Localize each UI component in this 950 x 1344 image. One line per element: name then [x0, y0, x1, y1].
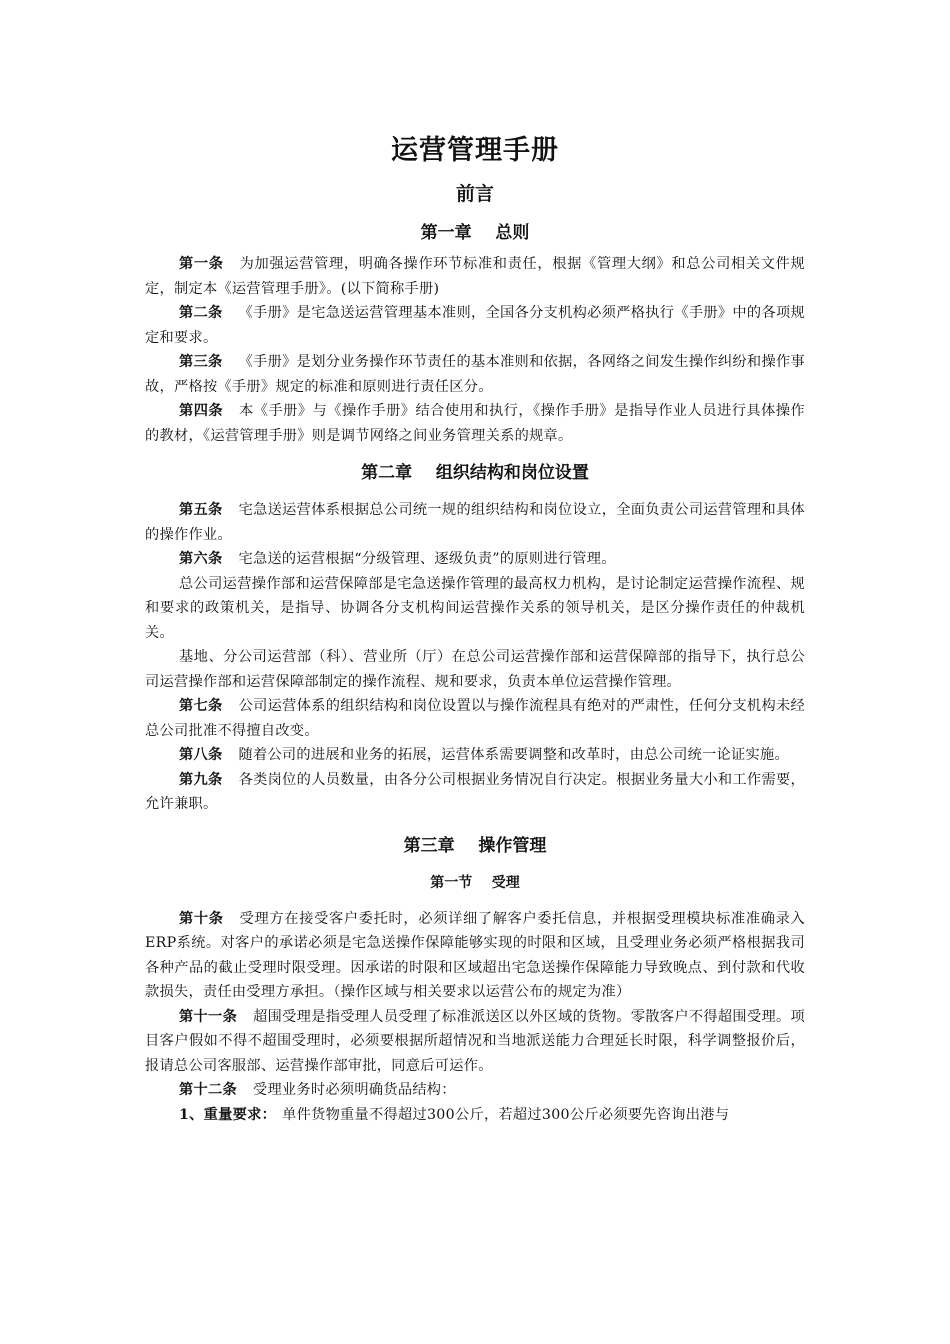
article-paragraph — [145, 694, 805, 743]
article-label: 第六条 — [179, 551, 223, 567]
article-text: 为加强运营管理，明确各操作环节标准和责任，根据《管理大纲》和总公司相关文件规定，制定本《运营管理手册》。(以下简称手册) — [145, 256, 805, 297]
article-label: 第三条 — [179, 354, 223, 370]
article-text: 本《手册》与《操作手册》结合使用和执行，《操作手册》是指导作业人员进行具体操作的教材，《运营管理手册》则是调节网络之间业务管理关系的规章。 — [145, 403, 805, 444]
article-text: 超围受理是指受理人员受理了标准派送区以外区域的货物。零散客户不得超围受理。项目客户假如不得不超围受理时，必须要根据所超情况和当地派送能力合理延长时限，科学调整报价后，报请总公司客服部、运营操作部审批，同意后可运作。 — [145, 1008, 806, 1074]
article-text: 单件货物重量不得超过300公斤，若超过300公斤必须要先咨询出港与 — [282, 1106, 730, 1123]
article-paragraph — [145, 498, 805, 547]
article-label: 第二条 — [179, 305, 223, 321]
article-text: 《手册》是划分业务操作环节责任的基本准则和依据，各网络之间发生操作纠纷和操作事故，严格按《手册》规定的标准和原则进行责任区分。 — [145, 354, 805, 395]
body-paragraph: 总公司运营操作部和运营保障部是宅急送操作管理的最高权力机构，是讨论制定运营操作流程、规和要求的政策机关，是指导、协调各分支机构间运营操作关系的领导机关，是区分操作责任的仲裁机关。 — [145, 575, 805, 641]
chapter-heading: 第一章 总则 — [420, 223, 530, 243]
article-label: 第十一条 — [179, 1008, 238, 1025]
article-paragraph — [145, 1005, 805, 1079]
article-text: 各类岗位的人员数量，由各分公司根据业务情况自行决定。根据业务量大小和工作需要，允许兼职。 — [145, 771, 805, 812]
section-heading: 第一节 受理 — [430, 874, 520, 891]
article-label: 1、重量要求： — [179, 1106, 277, 1123]
article-label: 第九条 — [179, 771, 223, 788]
body-paragraph: 基地、分公司运营部（科）、营业所（厅）在总公司运营操作部和运营保障部的指导下，执行总公司运营操作部和运营保障部制定的操作流程、规和要求，负责本单位运营操作管理。 — [145, 649, 805, 690]
article-label: 第十条 — [179, 910, 224, 927]
article-text: 受理业务时必须明确货品结构： — [252, 1082, 456, 1098]
article-text: 宅急送的运营根据“分级管理、逐级负责”的原则进行管理。 — [238, 551, 616, 567]
article-paragraph — [145, 252, 805, 301]
article-paragraph — [145, 743, 805, 768]
article-label: 第七条 — [179, 698, 223, 714]
article-text: 随着公司的进展和业务的拓展，运营体系需要调整和改革时，由总公司统一论证实施。 — [238, 747, 789, 763]
article-paragraph — [145, 547, 805, 572]
chapter-heading: 第三章 操作管理 — [403, 835, 547, 856]
article-label: 第一条 — [179, 256, 224, 272]
document-title: 运营管理手册 — [391, 135, 559, 166]
article-label: 第八条 — [179, 747, 223, 763]
article-paragraph — [145, 399, 805, 448]
article-text: 《手册》是宅急送运营管理基本准则，全国各分支机构必须严格执行《手册》中的各项规定和要求。 — [145, 305, 805, 346]
article-paragraph — [145, 768, 805, 817]
article-text: 宅急送运营体系根据总公司统一规的组织结构和岗位设立，全面负责公司运营管理和具体的操作作业。 — [145, 502, 805, 543]
article-text: 公司运营体系的组织结构和岗位设置以与操作流程具有绝对的严肃性，任何分支机构未经总公司批准不得擅自改变。 — [145, 698, 805, 739]
article-paragraph — [145, 301, 805, 350]
article-paragraph — [145, 350, 805, 399]
preface-heading: 前言 — [455, 183, 494, 205]
article-paragraph — [145, 907, 805, 1005]
article-paragraph — [145, 1103, 805, 1128]
article-paragraph — [145, 1078, 805, 1103]
chapter-heading: 第二章 组织结构和岗位设置 — [361, 463, 589, 483]
article-label: 第十二条 — [179, 1082, 237, 1098]
article-label: 第五条 — [179, 502, 223, 518]
article-text: 受理方在接受客户委托时，必须详细了解客户委托信息，并根据受理模块标准准确录入ERP系统。对客户的承诺必须是宅急送操作保障能够实现的时限和区域，且受理业务必须严格根据我司各种产品的截止受理时限受理。因承诺的时限和区域超出宅急送操作保障能力导致晚点、到付款和代收款损失，责任由受理方承担。（操作区域与相关要求以运营公布的规定为准） — [145, 910, 805, 1000]
document-page — [145, 128, 805, 1127]
article-label: 第四条 — [179, 403, 224, 419]
